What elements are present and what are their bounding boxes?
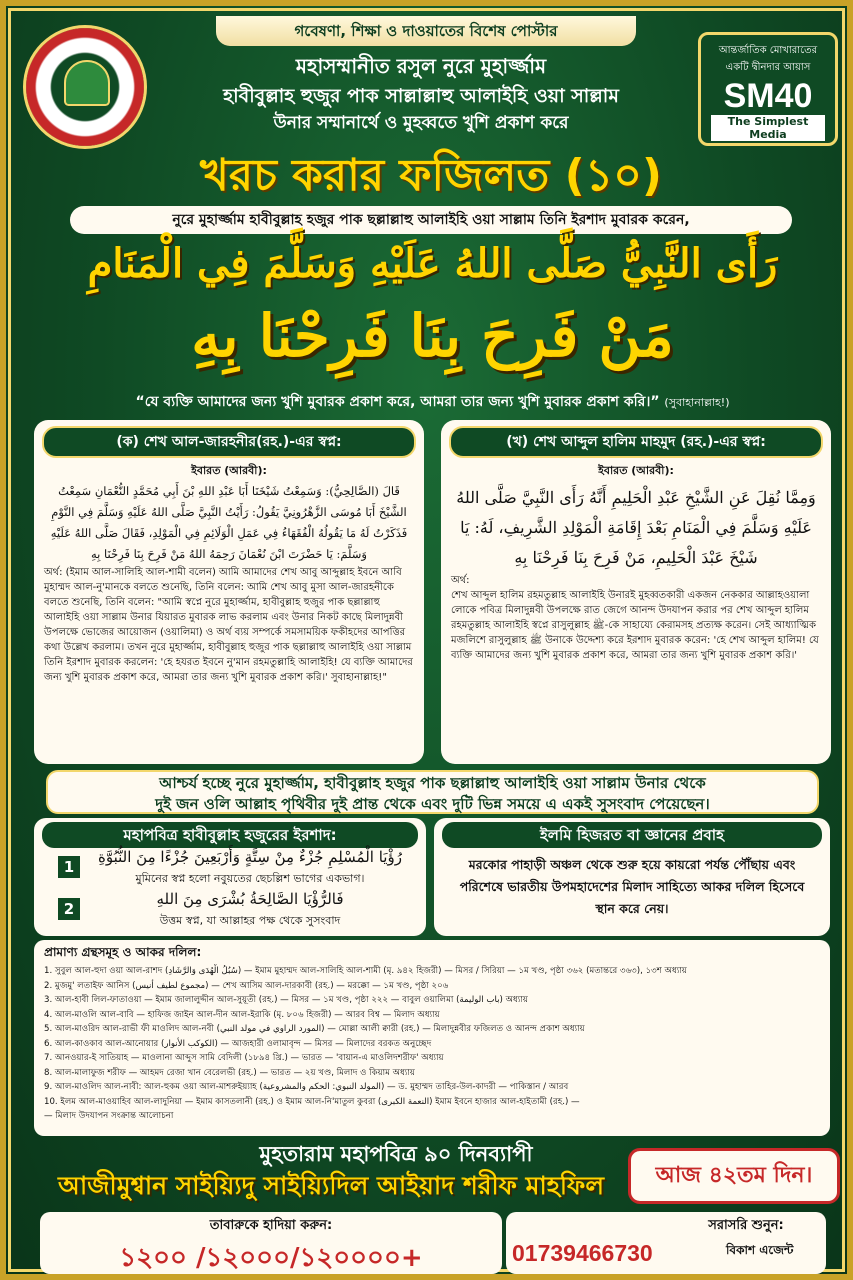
day-counter-badge: আজ ৪২তম দিন। (628, 1148, 840, 1204)
mahfil-name: আজীমুশ্বান সাইয়্যিদু সাইয়্যিদিল আইয়াদ শরীফ মাহফিল (58, 1171, 604, 1200)
listen-box (506, 1212, 826, 1274)
panel-b-arabic: وَمِمَّا نُقِلَ عَنِ الشَّيْخِ عَبْدِ الْحَلِيمِ أَنَّهُ رَأَى النَّبِيَّ صَلَّى اللهُ عَلَيْهِ وَسَلَّمَ فِي الْمَنَامِ بَعْدَ إِقَامَةِ الْمَوْلِدِ الشَّرِيفِ، لَهُ: يَا شَيْخَ عَبْدَ الْحَلِيمِ، مَنْ فَرِحَ بِنَا فَرِحْنَا بِهِ (456, 488, 816, 567)
reference-item: 9. আল-মাওলিদ আল-নাবী: আল-হুকম ওয়া আল-মাশরুইয়্যাহ (المولد النبوي: الحكم والمشروعية) — ড. মুহাম্মদ তাহির-উল-কাদরী — পাকিস্তান / আরব (44, 1082, 569, 1092)
reference-item: 4. আল-মাওলি আল-বাবি — হাফিজ জাইন আল-দীন আল-ইরাকি (মৃ. ৮০৬ হিজরী) — আরব বিশ্ব — মিলাদ অধ্যায় (44, 1009, 440, 1020)
reference-item: 1. সুবুল আল-হুদা ওয়া আল-রাশদ (سُبُلُ الْهُدَى وَالرَّشَادِ) — ইমাম মুহাম্মদ আল-সালিহি আল-শামী (মৃ. ৯৪২ হিজরী) — মিসর / সিরিয়া — ১ম খণ্ড, পৃষ্ঠা ৩৬২ (মতান্তরে ৩৬৩), ১৩শ অধ্যায় (44, 966, 687, 976)
phone-number[interactable]: 01739466730 (512, 1240, 653, 1266)
reference-item: 2. মুজমু' লতাইফ আনিস (مجموع لطيف أنيس) — শেখ আসিম আল-দারকাবী (রহ.) — মরক্কো — ১ম খণ্ড, পৃষ্ঠা ২০৬ (44, 980, 449, 991)
hijrat-text: মরকোর পাহাড়ী অঞ্চল থেকে শুরু হয়ে কায়রো পর্যন্ত পৌঁছায় এবং পরিশেষে ভারতীয় উপমহাদেশের মিলাদ সাহিত্যে আকর দলিল হিসেবে স্থান করে নেয়। (459, 857, 805, 916)
reference-item: 8. আল-মালাফুজ শরীফ — আহমদ রেজা খান বেরেলভী (রহ.) — ভারত — ২য় খণ্ড, মিলাদ ও কিয়াম অধ্যায় (44, 1067, 415, 1078)
reference-item: 5. আল-মাওরিদ আল-রাভী ফী মাওলিদ আল-নবী (المورد الراوي في مولد النبي) — মোল্লা আলী ক্বারী (রহ.) — মিলাদুন্নবীর ফজিলত ও আনন্দ প্রকাশ অধ্যায় (44, 1024, 585, 1034)
poster-title: খরচ করার ফজিলত (১০) (199, 150, 663, 201)
reference-item: — মিলাদ উদযাপন সংক্রান্ত আলোচনা (44, 1111, 174, 1121)
panel-a-label: ইবারত (আরবী): (191, 464, 267, 477)
panel-b-meaning-label: অর্থ: (451, 575, 470, 586)
bkash-agent-label: বিকাশ এজেন্ট (726, 1243, 794, 1257)
references-heading: প্রামাণ্য গ্রন্থসমূহ ও আকর দলিল: (44, 945, 202, 959)
panel-b-label: ইবারত (আরবী): (598, 464, 674, 477)
header-line1: মহাসম্মানীত রসুল নুরে মুহার্জ্জাম (295, 54, 547, 78)
irshad-number: 1 (58, 856, 80, 878)
reference-item: 10. ইলম আল-মাওয়াহিব আল-লাদুনিয়া — ইমাম কাসতলানী (রহ.) ও ইমাম আল-নি'মাতুল কুবরা (النعمة الكبرى) ইমাম ইবনে হাজার আল-হাইতামী (রহ.) — (44, 1096, 580, 1107)
irshad-arabic: فَالرُّؤْيَا الصَّالِحَةُ بُشْرَى مِنَ اللهِ (156, 890, 344, 908)
dream-panel-b (441, 420, 831, 764)
dream-panel-a (34, 420, 424, 764)
irshad-arabic: رُؤْيَا الْمُسْلِمِ جُزْءٌ مِنْ سِتَّةٍ وَأَرْبَعِينَ جُزْءًا مِنَ النُّبُوَّةِ (98, 848, 402, 866)
mahfil-title: মুহতারাম মহাপবিত্র ৯০ দিনব্যাপী (259, 1142, 533, 1166)
irshad-item (34, 890, 426, 932)
badge-name: SM40 (723, 77, 813, 115)
irshad-bangla: উত্তম স্বপ্ন, যা আল্লাহর পক্ষ থেকে সুসংবাদ (159, 914, 341, 927)
header-line3: উনার সম্মানার্থে ও মুহব্বতে খুশি প্রকাশ করে (273, 113, 569, 133)
hadith-translation (46, 390, 819, 414)
wonder-banner (46, 770, 819, 814)
translation-suffix: (সুবাহানাল্লাহ!) (664, 396, 730, 409)
wonder-line2: দুই জন ওলি আল্লাহ পৃথিবীর দুই প্রান্ত থেকে এবং দুটি ভিন্ন সময়ে এ একই সুসংবাদ পেয়েছেন। (155, 795, 710, 813)
wonder-line1: আশ্চর্য হচ্ছে নুরে মুহার্জ্জাম, হাবীবুল্লাহ হজুর পাক ছল্লাল্লাহু আলাইহি ওয়া সাল্লাম উনার থেকে (159, 774, 706, 792)
irshad-heading: মহাপবিত্র হাবীবুল্লাহ হজুরের ইরশাদ: (42, 822, 418, 848)
topbar-subtitle: গবেষণা, শিক্ষা ও দাওয়াতের বিশেষ পোস্টার (216, 16, 636, 46)
irshad-number: 2 (58, 898, 80, 920)
hijrat-box (434, 818, 830, 936)
panel-b-bangla: শেখ আব্দুল হালিম রহমতুল্লাহ আলাইহি উনারই মুহব্বতকারী একজন নেককার আল্লাহওয়ালা লোকে পবিত্র মিলাদুন্নবী উপলক্ষে রাত জেগে আনন্দ উদযাপন করার পর শেখ আব্দুল হালিম রহমতুল্লাহ আলাইহি স্বপ্নে রাসুলুল্লাহ ﷺ-কে সাহায্যে কেরামসহ প্রত্যক্ষ করেন। সেই আধ্যাত্মিক মজলিশে রাসুলুল্লাহ ﷺ উনাকে উদ্দেশ্য করে ইরশাদ মুবারক করেন: 'হে শেখ আব্দুল হালিম! যে ব্যক্তি আমাদের জন্য খুশি মুবারক প্রকাশ করে, আমরা তার জন্য খুশি মুবারক প্রকাশ করি।' (451, 590, 819, 661)
panel-a-arabic: قَالَ (الصَّالِحِيُّ): وَسَمِعْتُ شَيْخَنَا أَبَا عَبْدِ اللهِ بْنَ أَبِي مُحَمَّدٍ النُّعْمَانِ سَمِعْتُ الشَّيْخَ أَبَا مُوسَى الزَّهْرُونِيَّ يَقُولُ: رَأَيْتُ النَّبِيَّ صَلَّى اللهُ عَلَيْهِ وَسَلَّمَ فِي النَّوْمِ فَذَكَرْتُ لَهُ مَا يَقُولُهُ الْفُقَهَاءُ فِي عَمَلِ الْوَلَائِمِ فِي الْمَوْلِدِ، فَقَالَ صَلَّى اللهُ عَلَيْهِ وَسَلَّمَ: يَا حَضْرَتَ ابْنَ نُعْمَانَ رَحِمَهُ اللهُ مَنْ فَرِحَ بِنَا فَرِحْنَا بِهِ (50, 484, 408, 561)
translation-text: “যে ব্যক্তি আমাদের জন্য খুশি মুবারক প্রকাশ করে, আমরা তার জন্য খুশি মুবারক প্রকাশ করি।” (135, 394, 660, 410)
hadith-arabic-line1: رَأَى النَّبِيُّ صَلَّى اللهُ عَلَيْهِ وَسَلَّمَ فِي الْمَنَامِ (87, 240, 778, 287)
hijrat-heading: ইলমি হিজরত বা জ্ঞানের প্রবাহ (442, 822, 822, 848)
intro-ribbon: নুরে মুহার্জ্জাম হাবীবুল্লাহ হজুর পাক ছল্লাল্লাহু আলাইহি ওয়া সাল্লাম তিনি ইরশাদ মুবারক করেন, (70, 206, 792, 234)
irshad-box (34, 818, 426, 936)
panel-a-bangla: অর্থ: (ইমাম আল-সালিহি আল-শামী বলেন) আমি আমাদের শেখ আবু আব্দুল্লাহ ইবনে আবি মুহাম্মদ আল-নু'মানকে বলতে শুনেছি, তিনি বলেন: আমি শেখ আবু মুসা আল-জারহনীকে বলতে শুনেছি, তিনি বলেন: "আমি স্বপ্নে নুরে মুহার্জ্জাম, হাবীবুল্লাহ হুজুর পাক ছল্লাল্লাহু আলাইহি ওয়া সাল্লাম উনার যিয়ারত মুবারক লাভ করলাম এবং উনার নিকট কাছে মিলাদুন্নবী উপলক্ষে ভোজের আয়োজন (ওয়ালিমা) ও অর্থ ব্যয় সম্পর্কে সমসাময়িক ফকীহদের আপত্তির কথা উল্লেখ করলাম। তখন নুরে মুহার্জ্জাম, হাবীবুল্লাহ হুজুর পাক ছল্লাল্লাহু আলাইহি ওয়া সাল্লাম তিনি ইরশাদ মুবারক করলেন: 'হে হযরত ইবনে নু'মান রহমতুল্লাহি আলাইহি! যে ব্যক্তি আমাদের জন্য খুশি মুবারক প্রকাশ করে, আমরা তার জন্য খুশি মুবারক প্রকাশ করি।' সুবাহানাল্লাহ!" (44, 567, 413, 683)
badge-tagline: The Simplest Media (711, 115, 825, 141)
reference-item: 3. আল-হাবী লিল-ফাতাওয়া — ইমাম জালালুদ্দীন আল-সুয়ূতী (রহ.) — মিসর — ১ম খণ্ড, পৃষ্ঠা ২২২ — বাবুল ওয়ালিমা (باب الوليمة) অধ্যায় (44, 995, 528, 1005)
reference-item: 7. আনওয়ার-ই সাতিয়াহ — মাওলানা আব্দুস সামি বেদিলী (১৮৯৪ খ্রি.) — ভারত — 'বায়ান-এ মাওলিদশরীফ' অধ্যায় (44, 1053, 444, 1063)
header-line2: হাবীবুল্লাহ হুজুর পাক সাল্লাল্লাহু আলাইহি ওয়া সাল্লাম (223, 85, 619, 107)
sm40-badge (698, 32, 838, 146)
listen-label: সরাসরি শুনুন: (708, 1218, 784, 1233)
hadith-arabic-line2: مَنْ فَرِحَ بِنَا فَرِحْنَا بِهِ (191, 302, 674, 370)
references-box (34, 940, 830, 1136)
irshad-bangla: মুমিনের স্বপ্ন হলো নবুয়তের ছেচল্লিশ ভাগের একভাগ। (135, 872, 365, 885)
panel-b-heading: (খ) শেখ আব্দুল হালিম মাহমুদ (রহ.)-এর স্বপ্ন: (449, 426, 823, 458)
hadia-label: তাবারুকে হাদিয়া করুন: (209, 1218, 333, 1233)
hadia-amounts: ১২০০ /১২০০০/১২০০০০+ (119, 1243, 423, 1273)
panel-a-heading: (ক) শেখ আল-জারহনীর(রহ.)-এর স্বপ্ন: (42, 426, 416, 458)
green-dome-icon (64, 60, 110, 106)
badge-line2: একটি দ্বীনদার আয়াস (725, 62, 811, 73)
badge-line1: আন্তর্জাতিক মোখারাতের (718, 45, 818, 56)
irshad-item (34, 848, 426, 890)
organization-logo (26, 28, 144, 146)
reference-item: 6. আল-কাওকাব আল-আনোয়ার (الكوكب الأنوار) — আজহারী ওলামাবৃন্দ — মিসর — মিলাদের বরকত অনুচ্ছেদ (44, 1038, 432, 1049)
hadia-box (40, 1212, 502, 1274)
